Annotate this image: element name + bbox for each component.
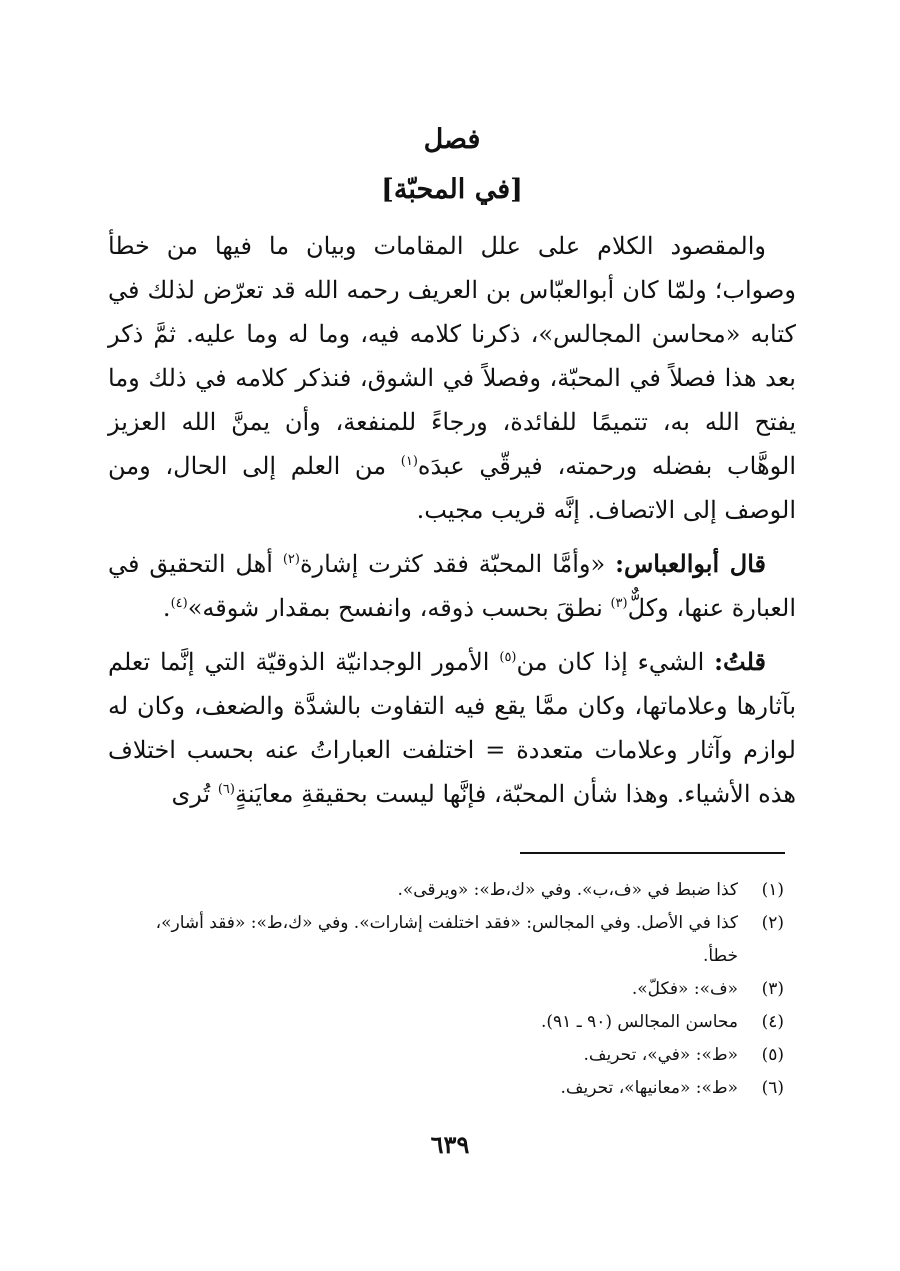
footnote-ref-5: (٥) — [499, 650, 517, 665]
footnote-ref-4: (٤) — [170, 596, 188, 611]
paragraph-2-lead: قال أبوالعباس: — [615, 549, 766, 578]
footnote-number: (٢) — [761, 913, 784, 933]
footnote-ref-2: (٢) — [282, 552, 300, 567]
footnote-item — [120, 1006, 784, 1039]
footnote-item — [120, 1039, 784, 1072]
page-number: ٦٣٩ — [430, 1130, 470, 1159]
paragraph-2-text-a: «وأمَّا المحبّة فقد كثرت إشارة — [299, 550, 616, 578]
footnote-ref-1: (١) — [400, 454, 418, 469]
footnote-number: (٦) — [761, 1078, 784, 1098]
footnote-item — [120, 1072, 784, 1105]
footnote-text: «ط»: «في»، تحريف. — [583, 1045, 738, 1065]
paragraph-2 — [108, 542, 796, 630]
footnote-divider — [520, 852, 785, 854]
paragraph-2-text-c: نطقَ بحسب ذوقه، وانفسح بمقدار شوقه» — [187, 594, 611, 622]
footnotes — [120, 874, 784, 1105]
paragraph-2-text-b: أهل التحقيق في العبارة عنها، وكلٌّ — [108, 550, 796, 622]
paragraph-1 — [108, 224, 796, 532]
footnote-text: كذا ضبط في «ف،ب». وفي «ك،ط»: «ويرقى». — [397, 880, 738, 900]
paragraph-1-tail: من العلم إلى الحال، ومن الوصف إلى الاتصاف. إنَّه قريب مجيب. — [108, 452, 796, 524]
footnote-item — [120, 973, 784, 1006]
footnote-number: (٥) — [761, 1045, 784, 1065]
footnote-text: كذا في الأصل. وفي المجالس: «فقد اختلفت إشارات». وفي «ك،ط»: «فقد أشار»، خطأ. — [155, 913, 738, 966]
footnote-number: (٤) — [761, 1012, 784, 1032]
footnote-number: (٣) — [761, 979, 784, 999]
paragraph-1-text: والمقصود الكلام على علل المقامات وبيان ما فيها من خطأ وصواب؛ ولمّا كان أبوالعبّاس بن العريف رحمه الله قد تعرّض لذلك في كتابه «محاسن المجالس»، ذكرنا كلامه فيه، وما له وما عليه. ثمَّ ذكر بعد هذا فصلاً في المحبّة، وفصلاً في الشوق، فنذكر كلامه في ذلك وما يفتح الله به، تتميمًا للفائدة، ورجاءً للمنفعة، وأن يمنَّ الله العزيز الوهَّاب بفضله ورحمته، فيرقّي عبدَه — [108, 232, 796, 480]
paragraph-3-text-b: الأمور الوجدانيّة الذوقيّة التي إنَّما تعلم بآثارها وعلاماتها، وكان ممَّا يقع فيه التفاوت بالشدَّة والضعف، وكان له لوازم وآثار وعلامات متعددة = اختلفت العباراتُ عنه بحسب اختلاف هذه الأشياء. وهذا شأن المحبّة، فإنَّها ليست بحقيقةِ معايَنةٍ — [108, 648, 796, 808]
paragraph-3-text-c: تُرى — [171, 780, 218, 808]
footnote-number: (١) — [761, 880, 784, 900]
section-subtitle: [في المحبّة] — [381, 174, 523, 205]
paragraph-2-text-d: . — [162, 594, 171, 622]
footnote-item — [120, 874, 784, 907]
footnote-ref-3: (٣) — [610, 596, 628, 611]
footnote-text: محاسن المجالس (٩٠ ـ ٩١). — [541, 1012, 738, 1032]
paragraph-3-lead: قلتُ: — [714, 647, 766, 676]
paragraph-3 — [108, 640, 796, 816]
section-title: فصل — [423, 124, 481, 155]
footnote-text: «ف»: «فكلّ». — [631, 979, 738, 999]
footnote-item — [120, 907, 784, 973]
paragraph-3-text-a: الشيء إذا كان من — [516, 648, 715, 676]
footnote-text: «ط»: «معانيها»، تحريف. — [560, 1078, 738, 1098]
page-body — [108, 120, 796, 826]
footnote-ref-6: (٦) — [217, 782, 235, 797]
